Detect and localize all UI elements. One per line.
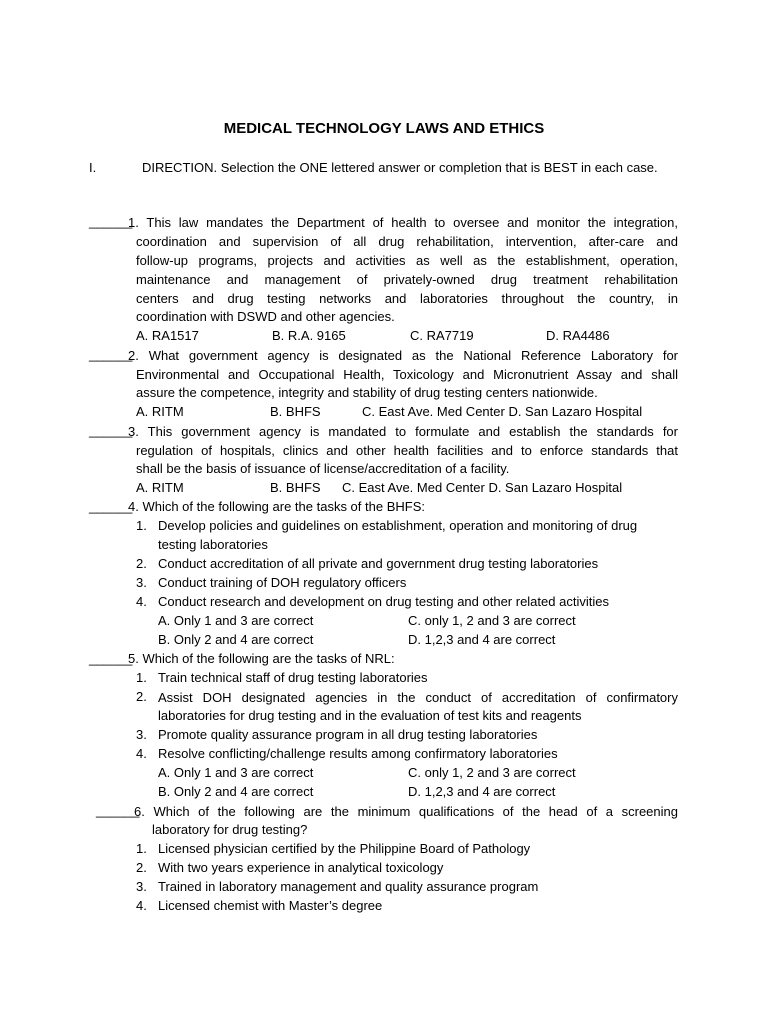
item-number: 1.: [136, 670, 147, 685]
choice-c-d[interactable]: C. East Ave. Med Center D. San Lazaro Hospital: [342, 480, 623, 495]
direction-text: DIRECTION. Selection the ONE lettered answer or completion that is BEST in each case.: [142, 160, 658, 175]
item-number: 1.: [136, 518, 147, 533]
item-number: 2.: [136, 556, 147, 571]
item-text: Promote quality assurance program in all drug testing laboratories: [158, 727, 538, 742]
question-2-line: 2. What government agency is designated as the National Reference Laboratory for: [128, 348, 678, 363]
question-1-line: coordination with DSWD and other agencies.: [136, 309, 395, 324]
question-1-line: 1. This law mandates the Department of health to oversee and monitor the integration,: [128, 215, 678, 230]
item-number: 2.: [136, 860, 147, 875]
item-text: Train technical staff of drug testing laboratories: [158, 670, 428, 685]
question-3-line: 3. This government agency is mandated to formulate and establish the standards for: [128, 424, 678, 439]
choice-b[interactable]: B. BHFS: [270, 480, 321, 495]
item-number: 1.: [136, 841, 147, 856]
item-text: Resolve conflicting/challenge results among confirmatory laboratories: [158, 746, 558, 761]
choice-d[interactable]: D. 1,2,3 and 4 are correct: [408, 632, 556, 647]
choice-c[interactable]: C. only 1, 2 and 3 are correct: [408, 765, 576, 780]
question-1-line: coordination and supervision of all drug rehabilitation, intervention, after-care and: [136, 234, 678, 249]
answer-blank[interactable]: ______: [89, 347, 133, 362]
item-number: 3.: [136, 727, 147, 742]
item-text: With two years experience in analytical toxicology: [158, 860, 444, 875]
item-number: 3.: [136, 879, 147, 894]
answer-blank[interactable]: ______: [89, 499, 133, 514]
question-2-line: Environmental and Occupational Health, Toxicology and Micronutrient Assay and shall: [136, 367, 678, 382]
page-title: MEDICAL TECHNOLOGY LAWS AND ETHICS: [223, 120, 545, 137]
question-5-stem: 5. Which of the following are the tasks of NRL:: [128, 651, 395, 666]
choice-c-d[interactable]: C. East Ave. Med Center D. San Lazaro Hospital: [362, 404, 643, 419]
item-text: Develop policies and guidelines on establishment, operation and monitoring of drug: [158, 518, 638, 533]
choice-c[interactable]: C. only 1, 2 and 3 are correct: [408, 613, 576, 628]
choice-d[interactable]: D. RA4486: [546, 328, 610, 343]
item-number: 4.: [136, 594, 147, 609]
item-text: Conduct accreditation of all private and government drug testing laboratories: [158, 556, 599, 571]
question-1-line: centers and drug testing networks and laboratories throughout the country, in: [136, 291, 678, 306]
item-number: 3.: [136, 575, 147, 590]
item-text: Conduct research and development on drug testing and other related activities: [158, 594, 609, 609]
choice-b[interactable]: B. R.A. 9165: [272, 328, 346, 343]
choice-a[interactable]: A. RA1517: [136, 328, 199, 343]
answer-blank[interactable]: ______: [89, 214, 133, 229]
choice-b[interactable]: B. Only 2 and 4 are correct: [158, 632, 314, 647]
choice-a[interactable]: A. RITM: [136, 480, 184, 495]
answer-blank[interactable]: ______: [89, 423, 133, 438]
item-number: 4.: [136, 746, 147, 761]
question-4-stem: 4. Which of the following are the tasks of the BHFS:: [128, 499, 425, 514]
choice-a[interactable]: A. Only 1 and 3 are correct: [158, 765, 314, 780]
choice-a[interactable]: A. RITM: [136, 404, 184, 419]
question-1-line: maintenance and management of privately-owned drug treatment rehabilitation: [136, 272, 678, 287]
item-text: Licensed physician certified by the Philippine Board of Pathology: [158, 841, 531, 856]
question-3-line: regulation of hospitals, clinics and other health facilities and to enforce standards that: [136, 443, 678, 458]
choice-c[interactable]: C. RA7719: [410, 328, 474, 343]
question-1-line: follow-up programs, projects and activities as well as the establishment, operation,: [136, 253, 678, 268]
item-number: 2.: [136, 689, 147, 704]
answer-blank[interactable]: ______: [89, 651, 133, 666]
item-text: Licensed chemist with Master’s degree: [158, 898, 383, 913]
question-2-line: assure the competence, integrity and stability of drug testing centers nationwide.: [136, 385, 598, 400]
item-number: 4.: [136, 898, 147, 913]
choice-a[interactable]: A. Only 1 and 3 are correct: [158, 613, 314, 628]
section-number: I.: [89, 160, 97, 175]
choice-b[interactable]: B. Only 2 and 4 are correct: [158, 784, 314, 799]
item-text: Trained in laboratory management and quality assurance program: [158, 879, 539, 894]
item-text: laboratories for drug testing and in the evaluation of test kits and reagents: [158, 708, 582, 723]
answer-blank[interactable]: ______: [96, 803, 140, 818]
question-6-line: 6. Which of the following are the minimum qualifications of the head of a screening: [134, 804, 678, 819]
question-6-line: laboratory for drug testing?: [152, 822, 308, 837]
choice-b[interactable]: B. BHFS: [270, 404, 321, 419]
item-text: Assist DOH designated agencies in the conduct of accreditation of confirmatory: [158, 690, 678, 705]
question-3-line: shall be the basis of issuance of license/accreditation of a facility.: [136, 461, 510, 476]
item-text: Conduct training of DOH regulatory officers: [158, 575, 407, 590]
item-text: testing laboratories: [158, 537, 268, 552]
choice-d[interactable]: D. 1,2,3 and 4 are correct: [408, 784, 556, 799]
